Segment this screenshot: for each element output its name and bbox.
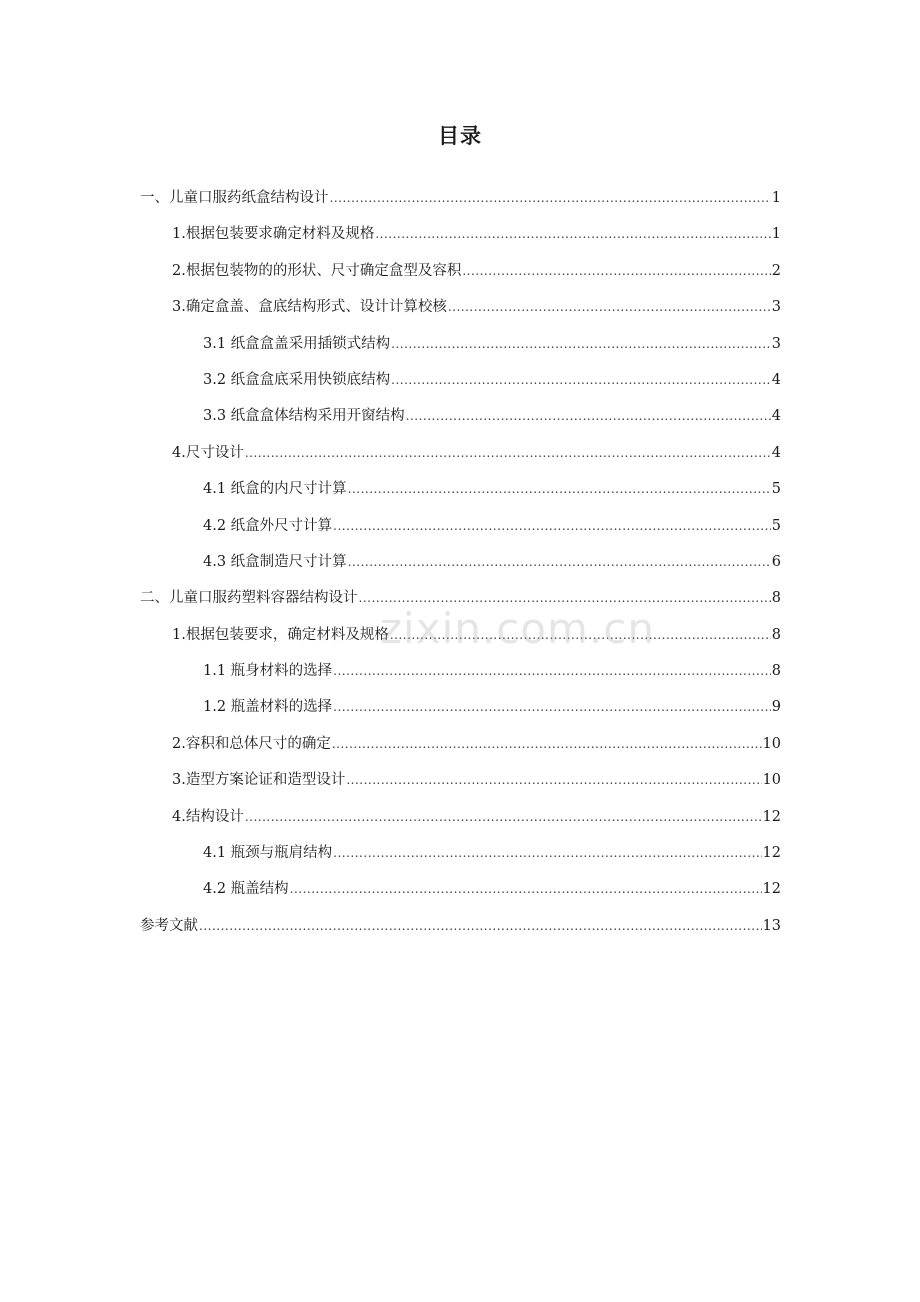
- toc-dot-leader: [333, 835, 761, 871]
- toc-entry[interactable]: [140, 835, 781, 871]
- toc-dot-leader: [333, 689, 771, 725]
- toc-page-number: 3: [771, 335, 781, 352]
- toc-dot-leader: [245, 435, 771, 471]
- toc-page-number: 1: [771, 226, 781, 243]
- toc-entry[interactable]: [140, 326, 781, 362]
- toc-page-number: 2: [771, 262, 781, 279]
- toc-entry-text: 二、儿童口服药塑料容器结构设计: [140, 590, 358, 607]
- toc-entry-text: 一、儿童口服药纸盒结构设计: [140, 190, 329, 206]
- toc-dot-leader: [375, 216, 770, 252]
- toc-dot-leader: [330, 180, 771, 216]
- toc-entry[interactable]: [140, 216, 781, 252]
- watermark: zixin.com.cn: [380, 604, 655, 653]
- toc-dot-leader: [390, 617, 771, 653]
- toc-page-number: 4: [771, 444, 781, 461]
- toc-entry[interactable]: [140, 362, 781, 398]
- toc-page-number: 9: [771, 699, 781, 716]
- toc-dot-leader: [346, 762, 761, 798]
- toc-entry-text: 4.1 纸盒的内尺寸计算: [203, 481, 347, 498]
- toc-dot-leader: [391, 362, 771, 398]
- toc-entry[interactable]: [140, 653, 781, 689]
- toc-title: 目录: [438, 123, 482, 148]
- toc-dot-leader: [199, 908, 762, 944]
- toc-dot-leader: [391, 326, 771, 362]
- toc-entry-text: 2.容积和总体尺寸的确定: [172, 735, 331, 752]
- toc-list: [140, 180, 781, 944]
- toc-dot-leader: [462, 253, 770, 289]
- toc-entry-text: 4.尺寸设计: [172, 444, 244, 461]
- toc-entry[interactable]: [140, 471, 781, 507]
- toc-dot-leader: [290, 871, 762, 907]
- toc-page-number: 5: [771, 481, 781, 498]
- toc-entry-text: 3.1 纸盒盒盖采用插锁式结构: [203, 335, 391, 352]
- toc-entry[interactable]: [140, 398, 781, 434]
- toc-page-number: 12: [762, 881, 781, 898]
- toc-dot-leader: [333, 653, 771, 689]
- toc-entry[interactable]: [140, 799, 781, 835]
- toc-entry-text: 参考文献: [140, 917, 198, 934]
- toc-entry[interactable]: [140, 544, 781, 580]
- toc-entry-text: 1.2 瓶盖材料的选择: [203, 699, 333, 716]
- toc-entry-text: 4.2 纸盒外尺寸计算: [203, 517, 333, 534]
- toc-entry-text: 3.确定盒盖、盒底结构形式、设计计算校核: [172, 299, 447, 316]
- toc-entry-text: 2.根据包装物的的形状、尺寸确定盒型及容积: [172, 262, 462, 279]
- toc-page-number: 1: [771, 190, 781, 206]
- toc-page-number: 10: [762, 772, 781, 789]
- toc-page-number: 8: [771, 626, 781, 643]
- toc-dot-leader: [348, 471, 771, 507]
- toc-entry[interactable]: [140, 617, 781, 653]
- toc-dot-leader: [448, 289, 771, 325]
- toc-dot-leader: [348, 544, 771, 580]
- toc-entry-text: 4.结构设计: [172, 808, 244, 825]
- toc-entry[interactable]: [140, 180, 781, 216]
- toc-entry[interactable]: [140, 908, 781, 944]
- toc-entry-text: 1.1 瓶身材料的选择: [203, 663, 333, 680]
- toc-entry[interactable]: [140, 580, 781, 616]
- toc-dot-leader: [359, 580, 771, 616]
- toc-page-number: 4: [771, 371, 781, 388]
- toc-entry-text: 4.1 瓶颈与瓶肩结构: [203, 845, 333, 862]
- toc-entry[interactable]: [140, 689, 781, 725]
- toc-dot-leader: [332, 726, 762, 762]
- toc-page-number: 12: [762, 808, 781, 825]
- toc-entry[interactable]: [140, 508, 781, 544]
- toc-entry[interactable]: [140, 871, 781, 907]
- toc-entry[interactable]: [140, 253, 781, 289]
- toc-page-number: 13: [762, 917, 781, 934]
- toc-page-number: 8: [771, 663, 781, 680]
- toc-entry-text: 1.根据包装要求确定材料及规格: [172, 226, 375, 243]
- toc-entry-text: 3.2 纸盒盒底采用快锁底结构: [203, 371, 391, 388]
- toc-entry-text: 3.造型方案论证和造型设计: [172, 772, 346, 789]
- toc-entry[interactable]: [140, 762, 781, 798]
- toc-page-number: 5: [771, 517, 781, 534]
- toc-entry[interactable]: [140, 726, 781, 762]
- toc-entry-text: 4.3 纸盒制造尺寸计算: [203, 553, 347, 570]
- toc-page-number: 10: [762, 735, 781, 752]
- toc-dot-leader: [245, 799, 762, 835]
- toc-entry-text: 1.根据包装要求，确定材料及规格: [172, 626, 389, 643]
- toc-page-number: 4: [771, 408, 781, 425]
- toc-page-number: 8: [771, 590, 781, 607]
- toc-entry[interactable]: [140, 289, 781, 325]
- toc-entry-text: 4.2 瓶盖结构: [203, 881, 289, 898]
- toc-page-number: 6: [771, 553, 781, 570]
- toc-page-number: 3: [771, 299, 781, 316]
- toc-entry[interactable]: [140, 435, 781, 471]
- toc-dot-leader: [333, 508, 771, 544]
- toc-page-number: 12: [762, 845, 781, 862]
- toc-entry-text: 3.3 纸盒盒体结构采用开窗结构: [203, 408, 405, 425]
- toc-dot-leader: [406, 398, 771, 434]
